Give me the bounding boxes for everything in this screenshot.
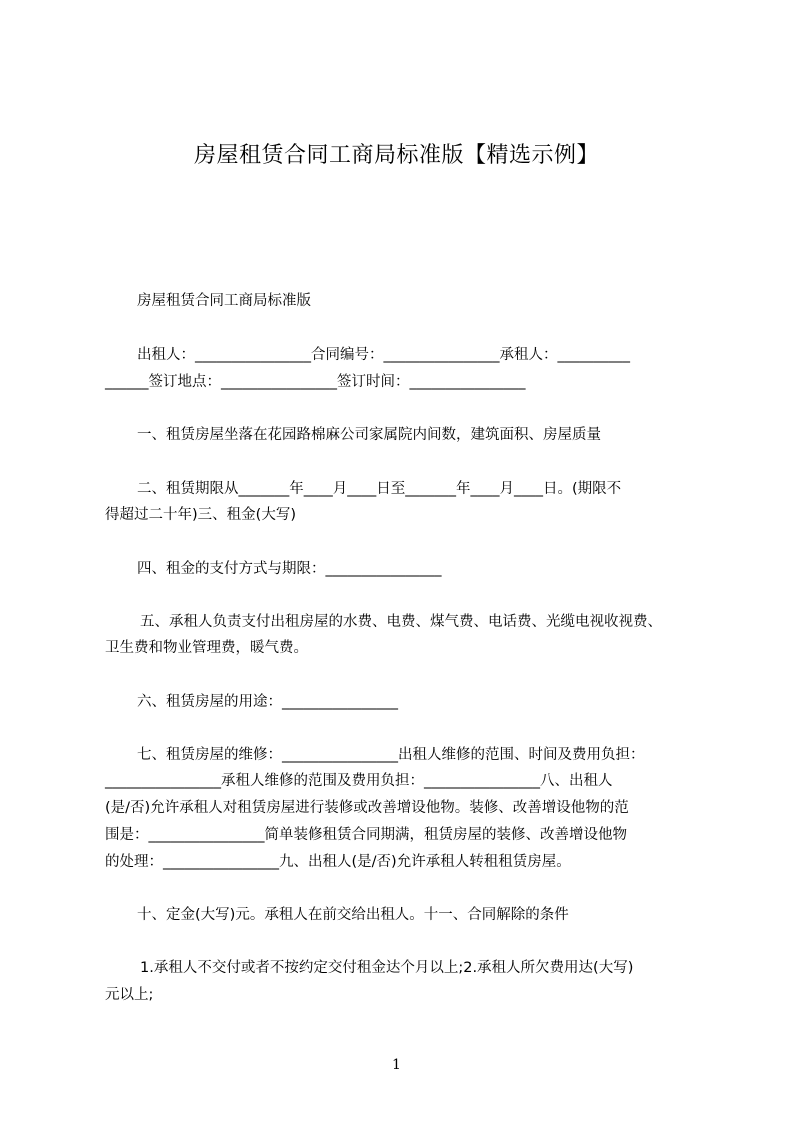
clause-4: 四、租金的支付方式与期限：________________ <box>137 561 442 577</box>
clause-7-line-5: 的处理：________________九、出租人(是/否)允许承租人转租租赁房屋。 <box>105 854 571 870</box>
clause-7-line-3: (是/否)允许承租人对租赁房屋进行装修或改善增设他物。装修、改善增设他物的范 <box>105 800 629 816</box>
clause-5-line-1: 五、承租人负责支付出租房屋的水费、电费、煤气费、电话费、光缆电视收视费、 <box>140 614 662 630</box>
clause-5-line-2: 卫生费和物业管理费，暖气费。 <box>105 640 308 656</box>
clause-7-line-2: ________________承租人维修的范围及费用负担：________________八、出租人 <box>105 773 613 789</box>
clause-7-line-1: 七、租赁房屋的维修：________________出租人维修的范围、时间及费用负担： <box>137 747 645 763</box>
clause-11-line-2: 元以上; <box>105 987 154 1003</box>
document-title: 房屋租赁合同工商局标准版【精选示例】 <box>193 143 599 168</box>
clause-2-line-1: 二、租赁期限从_______年____月____日至_______年____月____日。(期限不 <box>137 481 622 497</box>
clause-10: 十、定金(大写)元。承租人在前交给出租人。十一、合同解除的条件 <box>137 907 569 923</box>
clause-6: 六、租赁房屋的用途：________________ <box>137 694 398 710</box>
clause-11-line-1: 1.承租人不交付或者不按约定交付租金达个月以上;2.承租人所欠费用达(大写) <box>140 960 634 976</box>
parties-line-1: 出租人：________________合同编号：________________承租人：__________ <box>137 347 630 363</box>
clause-7-line-4: 围是：________________简单装修租赁合同期满，租赁房屋的装修、改善增设他物 <box>105 827 627 843</box>
parties-line-2: ______签订地点：________________签订时间：________________ <box>105 374 526 390</box>
clause-1: 一、租赁房屋坐落在花园路棉麻公司家属院内间数，建筑面积、房屋质量 <box>137 427 601 443</box>
page-number: 1 <box>392 1057 401 1073</box>
subtitle-line: 房屋租赁合同工商局标准版 <box>137 293 311 309</box>
clause-2-line-2: 得超过二十年)三、租金(大写) <box>105 507 296 523</box>
